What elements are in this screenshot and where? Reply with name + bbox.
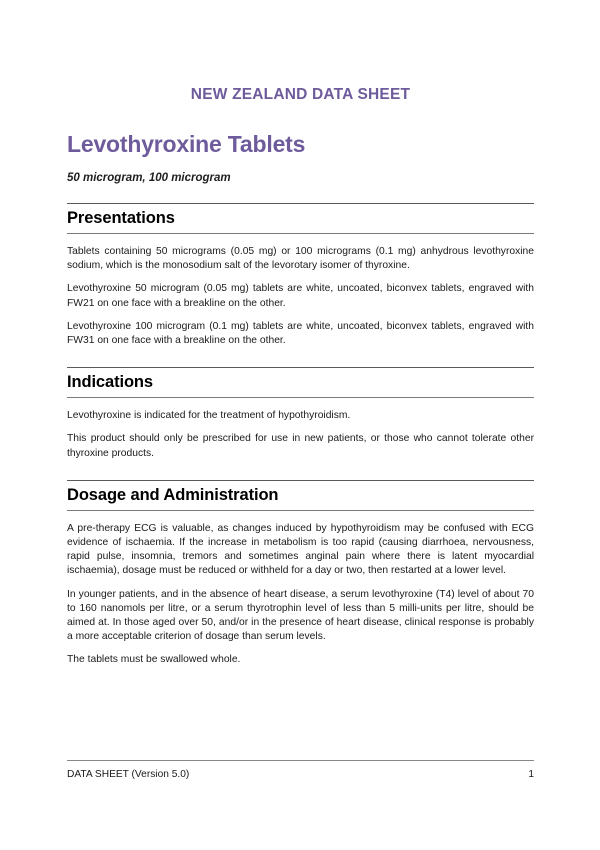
paragraph: Levothyroxine is indicated for the treatment of hypothyroidism. xyxy=(67,410,351,422)
paragraph: Tablets containing 50 micrograms (0.05 mg) or 100 micrograms (0.1 mg) anhydrous levothyroxine sodium, which is the monosodium salt of the levorotary isomer of thyroxine. xyxy=(67,246,534,272)
section-body xyxy=(67,511,534,668)
footer-page-number: 1 xyxy=(528,769,534,780)
paragraph: The tablets must be swallowed whole. xyxy=(67,654,241,666)
page-footer xyxy=(67,760,534,780)
paragraph: Levothyroxine 50 microgram (0.05 mg) tablets are white, uncoated, biconvex tablets, engraved with FW21 on one face with a breakline on the other. xyxy=(67,283,534,309)
paragraph: A pre-therapy ECG is valuable, as changes induced by hypothyroidism may be confused with ECG evidence of ischaemia. If the increase in metabolism is too rapid (causing diarrhoea, nervousness, rapid pulse, insomnia, tremors and sometimes anginal pain where there is latent myocardial ischaemia), dosage must be reduced or withheld for a day or two, then restarted at a lower level. xyxy=(67,522,534,577)
section-heading: Presentations xyxy=(67,209,175,227)
section-dosage-and-administration xyxy=(67,480,534,668)
section-body xyxy=(67,398,534,461)
section-indications xyxy=(67,367,534,461)
section-heading: Dosage and Administration xyxy=(67,485,279,504)
paragraph: Levothyroxine 100 microgram (0.1 mg) tablets are white, uncoated, biconvex tablets, engraved with FW31 on one face with a breakline on the other. xyxy=(67,320,534,347)
document-content xyxy=(67,0,534,668)
paragraph: In younger patients, and in the absence of heart disease, a serum levothyroxine (T4) level of about 70 to 160 nanomols per litre, or a serum thyrotrophin level of less than 5 milli-units per litre, should be aimed at. In those aged over 50, and/or in the presence of heart disease, clinical response is probably a more acceptable criterion of dosage than serum levels. xyxy=(67,588,534,643)
section-presentations xyxy=(67,203,534,348)
document-kind-heading: NEW ZEALAND DATA SHEET xyxy=(190,86,411,103)
page-subtitle: 50 microgram, 100 microgram xyxy=(67,172,231,184)
footer-row xyxy=(67,769,534,780)
section-heading: Indications xyxy=(67,373,153,392)
paragraph: This product should only be prescribed for use in new patients, or those who cannot tolerate other thyroxine products. xyxy=(67,433,534,459)
section-body xyxy=(67,234,534,348)
footer-rule xyxy=(67,760,534,761)
page-title: Levothyroxine Tablets xyxy=(67,131,306,157)
footer-document-label: DATA SHEET (Version 5.0) xyxy=(67,769,190,780)
